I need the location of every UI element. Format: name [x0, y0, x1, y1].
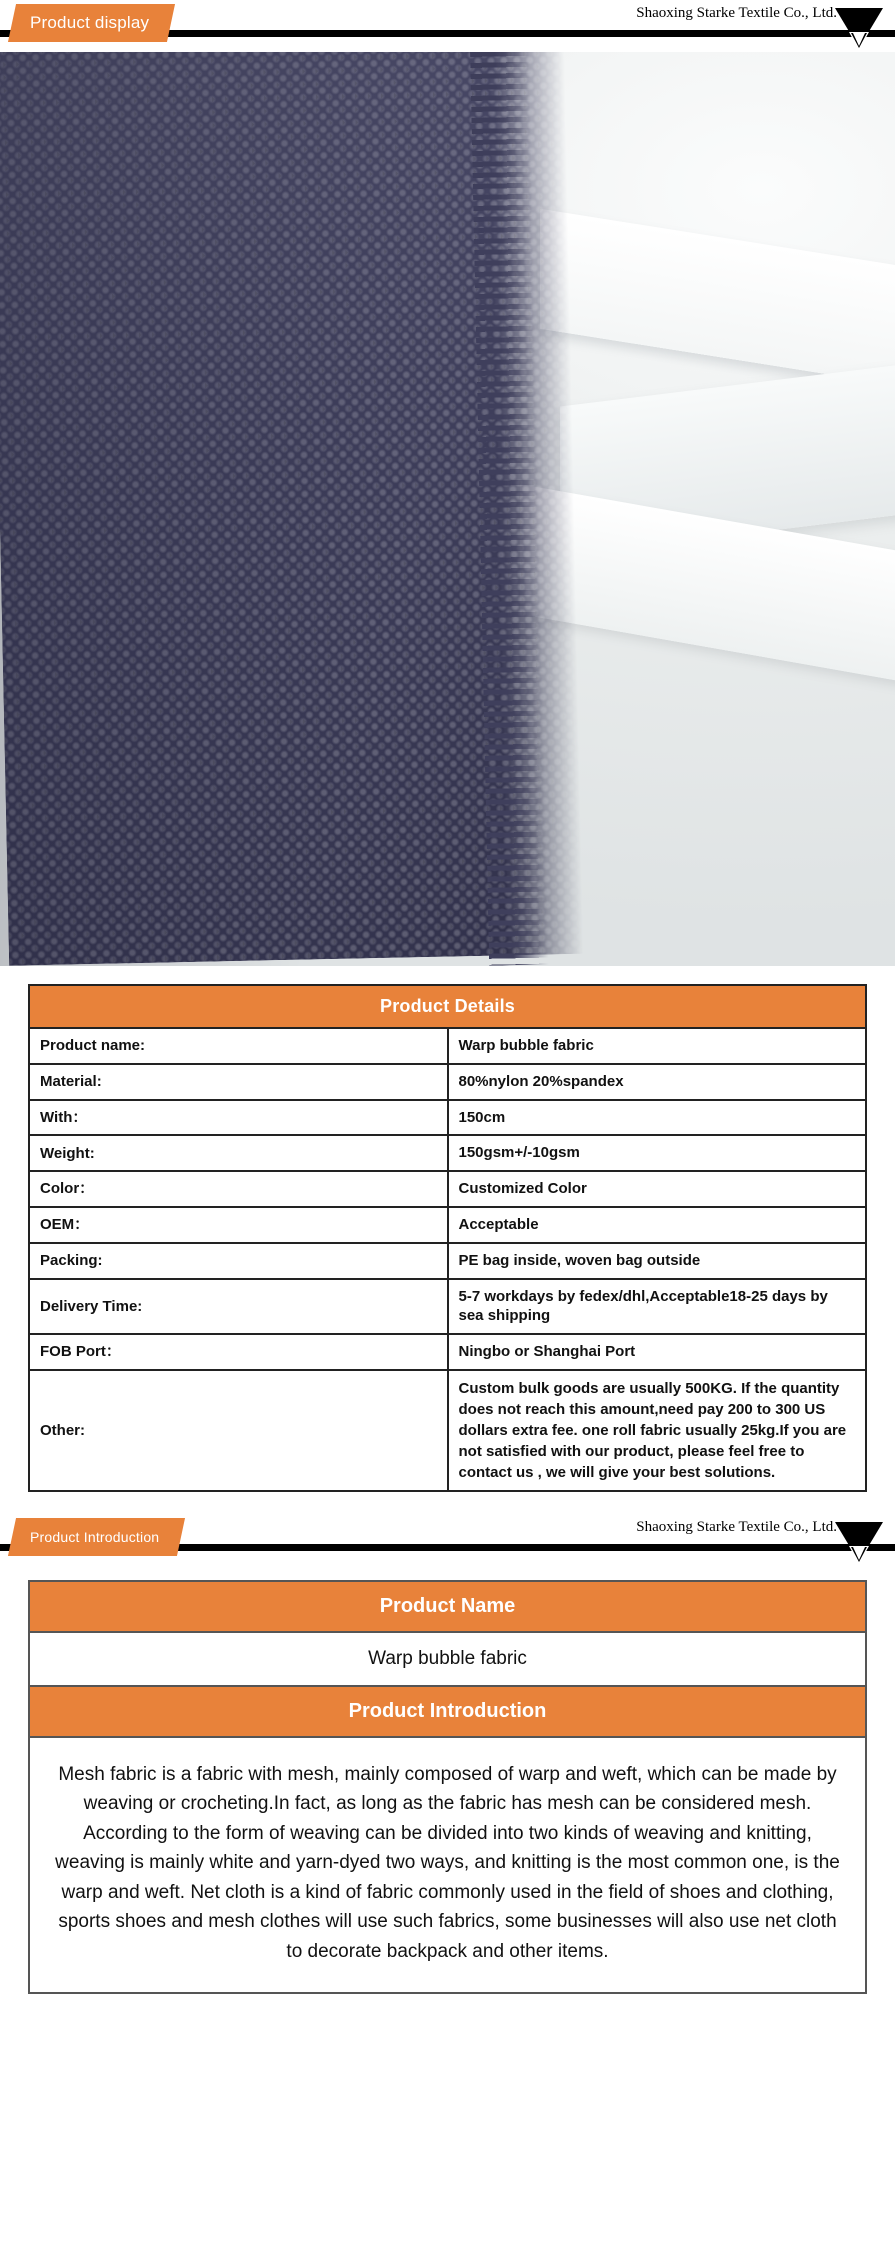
- banner-tag-label: Product Introduction: [30, 1528, 160, 1545]
- row-value: PE bag inside, woven bag outside: [448, 1243, 867, 1279]
- table-header-row: [29, 985, 866, 1028]
- product-details-header: Product Details: [29, 985, 866, 1028]
- triangle-marker-icon: [831, 1516, 887, 1564]
- table-row: [29, 1686, 866, 1737]
- triangle-marker-icon: [831, 2, 887, 50]
- table-row: [29, 1243, 866, 1279]
- row-value: Ningbo or Shanghai Port: [448, 1334, 867, 1370]
- product-name-header: Product Name: [29, 1581, 866, 1632]
- table-row: [29, 1135, 866, 1171]
- product-introduction-header: Product Introduction: [29, 1686, 866, 1737]
- product-details-table: [28, 984, 867, 1492]
- product-introduction-section: [0, 1566, 895, 1994]
- table-row: [29, 1100, 866, 1136]
- row-label: Material:: [29, 1064, 448, 1100]
- table-row: [29, 1737, 866, 1993]
- row-value: Custom bulk goods are usually 500KG. If the quantity does not reach this amount,need pay 200 to 300 US dollars extra fee. one roll fabric usually 25kg.If you are not satisfied with our product, please feel free to contact us , we will give your best solutions.: [448, 1370, 867, 1491]
- row-label: Delivery Time:: [29, 1279, 448, 1335]
- table-row: [29, 1028, 866, 1064]
- row-label: With：: [29, 1100, 448, 1136]
- row-label: Other:: [29, 1370, 448, 1491]
- table-row: [29, 1334, 866, 1370]
- row-value: 5-7 workdays by fedex/dhl,Acceptable18-25 days by sea shipping: [448, 1279, 867, 1335]
- row-value: 150gsm+/-10gsm: [448, 1135, 867, 1171]
- table-row: [29, 1064, 866, 1100]
- banner-tag-product-display: [8, 4, 175, 42]
- product-photo: [0, 52, 895, 966]
- row-label: OEM：: [29, 1207, 448, 1243]
- row-value: Customized Color: [448, 1171, 867, 1207]
- row-label: Color：: [29, 1171, 448, 1207]
- row-label: Packing:: [29, 1243, 448, 1279]
- row-label: Product name:: [29, 1028, 448, 1064]
- company-name: Shaoxing Starke Textile Co., Ltd.: [636, 1518, 837, 1535]
- table-row: [29, 1207, 866, 1243]
- product-details-section: [0, 966, 895, 1492]
- banner-tag-label: Product display: [30, 13, 150, 32]
- banner-tag-product-introduction: [8, 1518, 185, 1556]
- table-row: [29, 1171, 866, 1207]
- row-value: Acceptable: [448, 1207, 867, 1243]
- table-row: [29, 1632, 866, 1686]
- table-row: [29, 1279, 866, 1335]
- row-value: Warp bubble fabric: [448, 1028, 867, 1064]
- table-row: [29, 1370, 866, 1491]
- company-name: Shaoxing Starke Textile Co., Ltd.: [636, 5, 837, 21]
- table-row: [29, 1581, 866, 1632]
- product-introduction-text: Mesh fabric is a fabric with mesh, mainly composed of warp and weft, which can be made by weaving or crocheting.In fact, as long as the fabric has mesh can be considered mesh. According to the form of weaving can be divided into two kinds of weaving and knitting, weaving is mainly white and yarn-dyed two ways, and knitting is the most common one, is the warp and weft. Net cloth is a kind of fabric commonly used in the field of shoes and clothing, sports shoes and mesh clothes will use such fabrics, some businesses will also use net cloth to decorate backpack and other items.: [29, 1737, 866, 1993]
- section-banner-product-display: [0, 0, 895, 52]
- product-introduction-table: [28, 1580, 867, 1994]
- section-banner-product-introduction: [0, 1514, 895, 1566]
- row-label: FOB Port：: [29, 1334, 448, 1370]
- row-label: Weight:: [29, 1135, 448, 1171]
- row-value: 80%nylon 20%spandex: [448, 1064, 867, 1100]
- product-name-value: Warp bubble fabric: [29, 1632, 866, 1686]
- row-value: 150cm: [448, 1100, 867, 1136]
